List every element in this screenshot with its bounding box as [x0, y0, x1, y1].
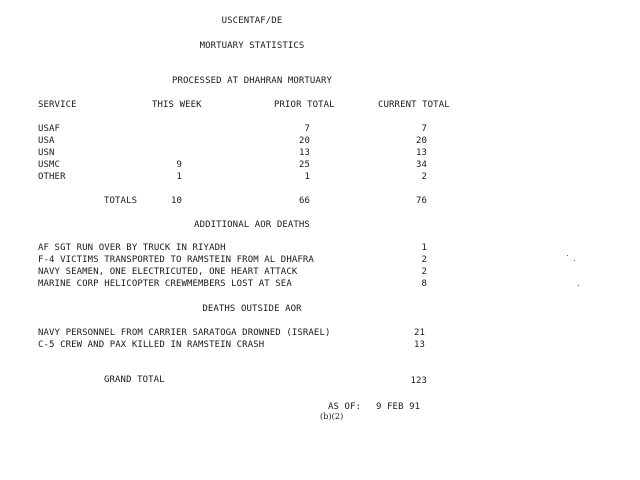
as-of-date: 9 FEB 91: [376, 402, 421, 412]
grand-total-label: GRAND TOTAL: [104, 375, 165, 385]
row-prior: 13: [298, 148, 310, 158]
row-this-week: 9: [176, 160, 182, 170]
list-item-count: 1: [421, 243, 427, 253]
row-service: USMC: [38, 160, 61, 170]
scan-speck: [567, 255, 568, 256]
row-prior: 20: [298, 136, 310, 146]
totals-current: 76: [415, 196, 427, 206]
org-code: USCENTAF/DE: [221, 16, 283, 26]
col-header-prior-total: PRIOR TOTAL: [274, 100, 335, 110]
list-item-text: NAVY PERSONNEL FROM CARRIER SARATOGA DROWNED (ISRAEL): [38, 328, 331, 338]
as-of-label: AS OF:: [328, 402, 362, 412]
row-prior: 7: [304, 124, 310, 134]
totals-this-week: 10: [170, 196, 182, 206]
list-item-text: F-4 VICTIMS TRANSPORTED TO RAMSTEIN FROM AL DHAFRA: [38, 255, 314, 265]
row-service: USA: [38, 136, 55, 146]
row-current: 20: [415, 136, 427, 146]
row-prior: 25: [298, 160, 310, 170]
row-service: USN: [38, 148, 55, 158]
col-header-service: SERVICE: [38, 100, 77, 110]
list-item-count: 2: [421, 267, 427, 277]
list-item-text: NAVY SEAMEN, ONE ELECTRICUTED, ONE HEART ATTACK: [38, 267, 298, 277]
scan-speck: [578, 285, 579, 286]
row-current: 34: [415, 160, 427, 170]
document-title: MORTUARY STATISTICS: [199, 41, 305, 51]
totals-prior: 66: [298, 196, 310, 206]
row-this-week: 1: [176, 172, 182, 182]
totals-label: TOTALS: [104, 196, 138, 206]
row-current: 7: [421, 124, 427, 134]
grand-total-value: 123: [410, 376, 427, 386]
list-item-count: 2: [421, 255, 427, 265]
col-header-current-total: CURRENT TOTAL: [378, 100, 450, 110]
scan-speck: [574, 260, 575, 261]
outside-heading: DEATHS OUTSIDE AOR: [202, 304, 302, 314]
list-item-count: 21: [413, 328, 425, 338]
col-header-this-week: THIS WEEK: [152, 100, 202, 110]
list-item-text: AF SGT RUN OVER BY TRUCK IN RIYADH: [38, 243, 226, 253]
list-item-text: C-5 CREW AND PAX KILLED IN RAMSTEIN CRASH: [38, 340, 265, 350]
row-current: 2: [421, 172, 427, 182]
list-item-text: MARINE CORP HELICOPTER CREWMEMBERS LOST AT SEA: [38, 279, 292, 289]
additional-heading: ADDITIONAL AOR DEATHS: [194, 220, 310, 230]
row-service: USAF: [38, 124, 61, 134]
row-service: OTHER: [38, 172, 66, 182]
redaction-mark: (b)(2): [320, 412, 344, 421]
list-item-count: 13: [413, 340, 425, 350]
document-subtitle: PROCESSED AT DHAHRAN MORTUARY: [171, 76, 333, 86]
row-prior: 1: [304, 172, 310, 182]
row-current: 13: [415, 148, 427, 158]
list-item-count: 8: [421, 279, 427, 289]
